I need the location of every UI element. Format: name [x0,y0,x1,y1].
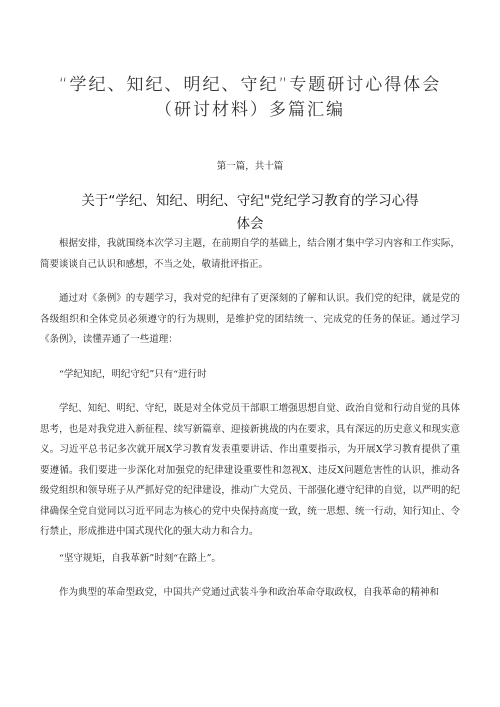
paragraph-revolution: 作为典型的革命型政党，中国共产党通过武装斗争和政治革命夺取政权，自我革命的精神和 [59,587,440,598]
part-label: 第一篇，共十篇 [216,161,284,172]
section-heading-line-1: 关于“学纪、知纪、明纪、守纪"党纪学习教育的学习心得 [81,193,419,209]
document-title-line-2: （研讨材料）多篇汇编 [155,100,345,120]
subheading-1: “学纪知纪，明纪守纪”只有“进行时 [59,368,207,380]
document-title-line-1: “学纪、知纪、明纪、守纪”专题研讨心得体会 [58,75,442,95]
section-heading-line-2: 体会 [236,216,264,232]
paragraph-study: 通过对《条例》的专题学习，我对党的纪律有了更深刻的了解和认识。我们党的纪律，就是党的各级组织和全体党员必须遵守的行为规则，是维护党的团结统一、完成党的任务的保证。通过学习《条例》，读懂弄通了一些道理： [40,293,460,345]
subheading-2: “坚守规矩，自我革新”时刻“在路上”。 [59,552,221,564]
body-text [40,234,460,610]
paragraph-discipline: 学纪、知纪、明纪、守纪，既是对全体党员干部职工增强思想自觉、政治自觉和行动自觉的具体思考，也是对我党进入新征程、续写新篇章、迎接新挑战的内在要求，具有深远的历史意义和现实意义。习近平总书记多次就开展X学习教育发表重要讲话、作出重要指示，为开展X学习教育提供了重要遵循。我们要进一步深化对加强党的纪律建设重要性和忽视X、违反X问题危害性的认识，推动各级党组织和领导班子从严抓好党的纪律建设，推动广大党员、干部强化遵守纪律的自觉，以严明的纪律确保全党自觉同以习近平同志为核心的党中央保持高度一致，统一思想、统一行动，知行知止、令行禁止，形成推进中国式现代化的强大动力和合力。 [40,403,460,537]
paragraph-intro: 根据安排，我就围绕本次学习主题，在前期自学的基础上，结合刚才集中学习内容和工作实际，简要谈谈自己认识和感想，不当之处，敬请批评指正。 [40,238,460,270]
